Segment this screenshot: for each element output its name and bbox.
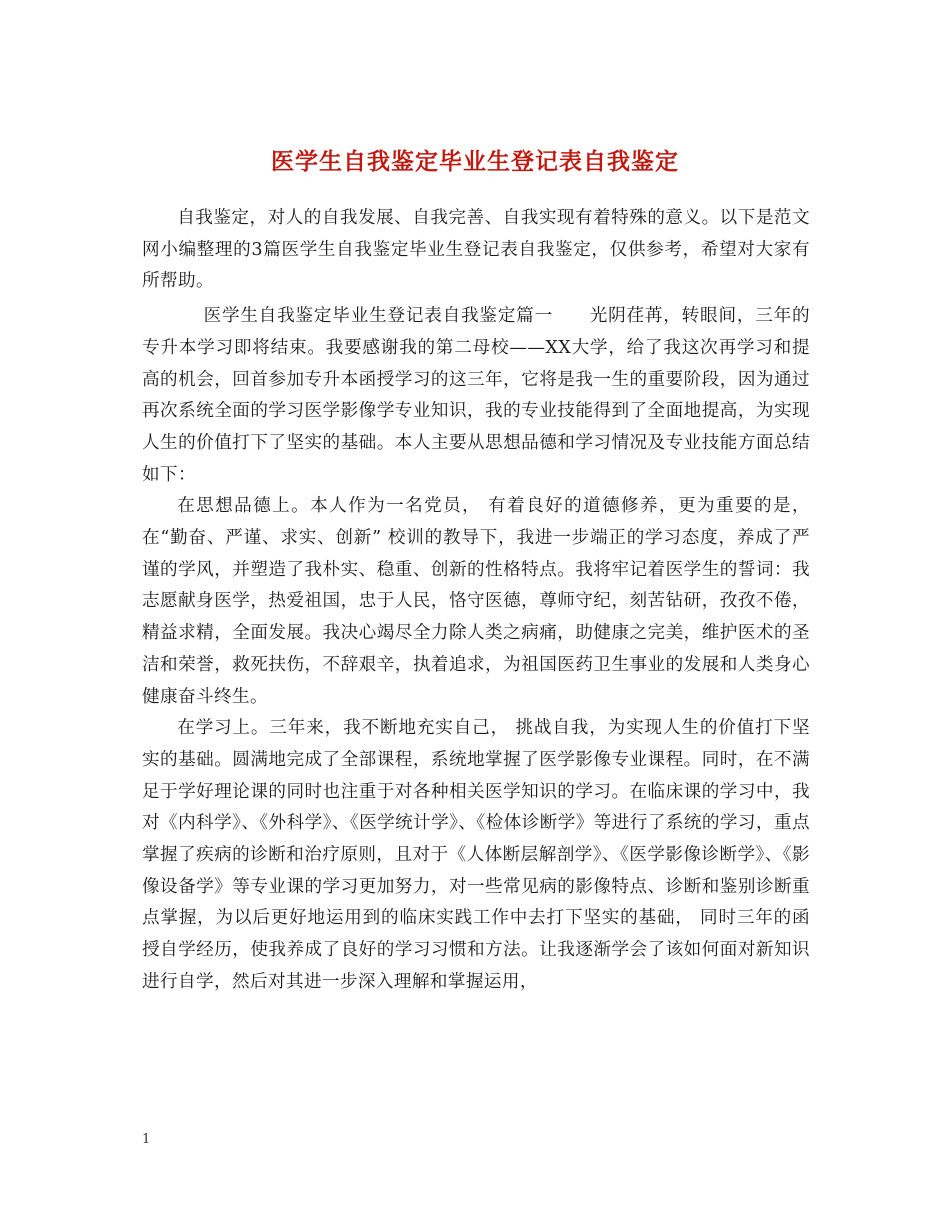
paragraph-moral-character: 在思想品德上。本人作为一名党员， 有着良好的道德修养，更为重要的是，在“勤奋、严谨、求实、创新” 校训的教导下，我进一步端正的学习态度，养成了严谨的学风，并塑造了我朴实、稳重、创新的性格特点。我将牢记着医学生的誓词：我志愿献身医学，热爱祖国，忠于人民，恪守医德，尊师守纪，刻苦钻研，孜孜不倦，精益求精，全面发展。我决心竭尽全力除人类之病痛，助健康之完美，维护医术的圣洁和荣誉，救死扶伤，不辞艰辛，执着追求，为祖国医药卫生事业的发展和人类身心健康奋斗终生。: [142, 496, 810, 707]
paragraph-study: 在学习上。三年来，我不断地充实自己， 挑战自我，为实现人生的价值打下坚实的基础。圆满地完成了全部课程，系统地掌握了医学影像专业课程。同时，在不满足于学好理论课的同时也注重于对各种相关医学知识的学习。在临床课的学习中，我对《内科学》、《外科学》、《医学统计学》、《检体诊断学》等进行了系统的学习，重点掌握了疾病的诊断和治疗原则，且对于《人体断层解剖学》、《医学影像诊断学》、《影像设备学》等专业课的学习更加努力，对一些常见病的影像特点、诊断和鉴别诊断重点掌握，为以后更好地运用到的临床实践工作中去打下坚实的基础， 同时三年的函授自学经历，使我养成了良好的学习习惯和方法。让我逐渐学会了该如何面对新知识进行自学，然后对其进一步深入理解和掌握运用，: [142, 718, 810, 992]
page-number: 1: [142, 1132, 151, 1147]
document-title: 医学生自我鉴定毕业生登记表自我鉴定: [271, 148, 679, 176]
paragraph-part-one: 医学生自我鉴定毕业生登记表自我鉴定篇一 光阴荏苒，转眼间，三年的专升本学习即将结束。我要感谢我的第二母校——XX大学，给了我这次再学习和提高的机会，回首参加专升本函授学习的这三年，它将是我一生的重要阶段，因为通过再次系统全面的学习医学影像学专业知识，我的专业技能得到了全面地提高，为实现人生的价值打下了坚实的基础。本人主要从思想品德和学习情况及专业技能方面总结如下：: [142, 306, 810, 485]
document-body: [142, 203, 810, 999]
paragraph-intro: 自我鉴定，对人的自我发展、自我完善、自我实现有着特殊的意义。以下是范文网小编整理的3篇医学生自我鉴定毕业生登记表自我鉴定，仅供参考，希望对大家有所帮助。: [142, 208, 810, 292]
